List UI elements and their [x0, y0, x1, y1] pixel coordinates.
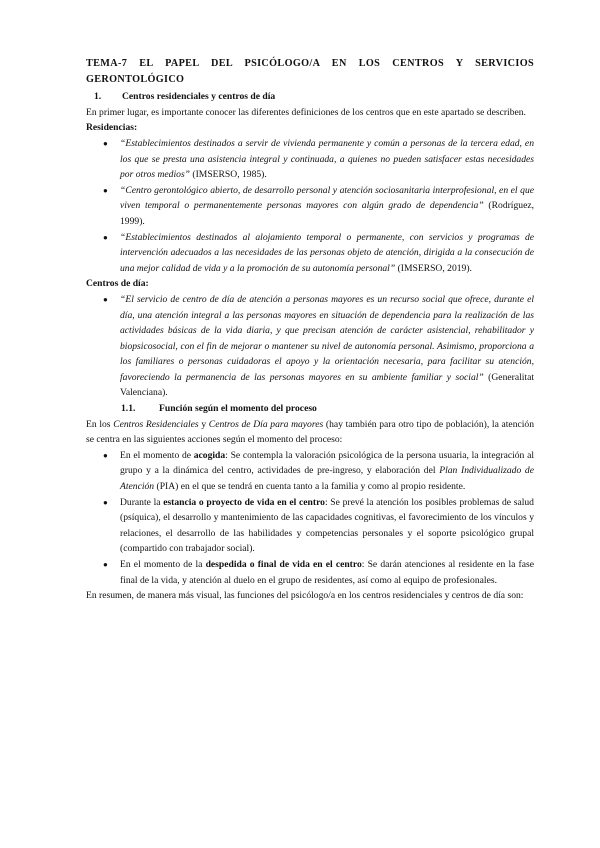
definition-quote: “El servicio de centro de día de atención a personas mayores es un recurso social que ofrece, durante el día, una atención integral a las personas mayores en situación de dependencia para la realización de las actividades básicas de la vida diaria, y que precisan atención de carácter asistencial, rehabilitador y biopsicosocial, con el fin de mejorar o mantener su nivel de autonomía personal. Asimismo, proporciona a los familiares o personas cuidadoras el apoyo y la orientación necesaria, para facilitar su atención, favoreciendo la permanencia de las personas mayores en su ambiente familiar y social” — [120, 293, 534, 383]
text-run: En el momento de la — [120, 559, 206, 570]
text-run: : Se darán atenciones al residente en la fase final de la vida, y atención al duelo en el grupo de residentes, así como al equipo de profesionales. — [120, 559, 534, 586]
conclusion-paragraph: En resumen, de manera más visual, las funciones del psicólogo/a en los centros residenciales y centros de día son: — [86, 590, 524, 602]
list-item — [86, 292, 534, 401]
bullet-icon: ● — [103, 185, 108, 195]
list-item — [86, 136, 534, 183]
document-title: TEMA-7 EL PAPEL DEL PSICÓLOGO/A EN LOS CENTROS Y SERVICIOS GERONTOLÓGICO — [86, 58, 534, 85]
bullet-icon: ● — [103, 560, 108, 569]
definition-quote: “Centro gerontológico abierto, de desarrollo personal y atención sociosanitaria interprofesional, en el que viven temporal o permanentemente personas mayores con algún grado de dependencia” — [120, 184, 534, 212]
text-run: En el momento de — [120, 449, 194, 461]
text-run: En los — [86, 418, 114, 430]
list-item — [86, 183, 534, 230]
section-title: Centros residenciales y centros de día — [122, 91, 276, 103]
list-item — [86, 557, 534, 588]
text-run: Durante la — [120, 496, 164, 508]
bullet-icon: ● — [103, 497, 108, 507]
bold-run: estancia o proyecto de vida en el centro — [163, 496, 325, 508]
centros-dia-label: Centros de día: — [86, 278, 149, 290]
emphasis-run: Centros Residenciales — [113, 418, 199, 430]
definition-quote: “Establecimientos destinados al alojamiento temporal o permanente, con servicios y programas de intervención adecuados a las necesidades de las personas objeto de atención, dirigida a la consecución de una mejor calidad de vida y a la promoción de su autonomía personal” — [120, 231, 534, 274]
text-run: : Se contempla la valoración psicológica de la persona usuaria, la integración al grupo y a la dinámica del centro, actividades de pre-ingreso, y elaboración del — [120, 449, 534, 477]
section-number: 1.1. — [121, 403, 136, 415]
section-heading-1 — [94, 89, 534, 105]
section-heading-1-1 — [121, 401, 534, 417]
bold-run: acogida — [193, 449, 226, 461]
centros-dia-list — [86, 292, 534, 401]
emphasis-run: Plan Individualizado de Atención — [120, 465, 534, 493]
bullet-icon: ● — [103, 232, 108, 242]
definition-quote: “Establecimientos destinados a servir de vivienda permanente y común a personas de la tercera edad, en los que se presta una asistencia integral y continuada, a quienes no pueden satisfacer estas necesidades por otros medios” — [120, 137, 534, 181]
text-run: : Se prevé la atención los posibles problemas de salud (psíquica), el desarrollo y mantenimiento de las capacidades cognitivas, el favorecimiento de los vínculos y relaciones, el desarrollo de las habilidades y competencias personales y el soporte psicológico grupal (compartido con trabajador social). — [120, 496, 534, 555]
process-intro-paragraph — [86, 417, 534, 448]
bullet-icon: ● — [103, 138, 108, 148]
emphasis-run: Centros de Día para mayores — [208, 418, 324, 430]
list-item — [86, 230, 534, 277]
document-body — [86, 56, 534, 604]
section-number: 1. — [94, 91, 102, 103]
bullet-icon: ● — [103, 450, 108, 460]
definition-source: (Rodríguez, 1999). — [120, 200, 534, 227]
text-run: (PIA) en el que se tendrá en cuenta tanto a la familia y como al propio residente. — [154, 481, 466, 493]
process-list — [86, 448, 534, 588]
definition-source: (IMSERSO, 2019). — [395, 262, 472, 274]
residencias-label: Residencias: — [86, 122, 138, 134]
list-item — [86, 448, 534, 495]
intro-paragraph: En primer lugar, es importante conocer las diferentes definiciones de los centros que en este apartado se describen. — [86, 106, 526, 118]
text-run: y — [198, 418, 209, 430]
residencias-list — [86, 136, 534, 276]
bullet-icon: ● — [103, 294, 108, 304]
bold-run: despedida o final de vida en el centro — [205, 559, 362, 570]
definition-source: (Generalitat Valenciana). — [120, 371, 534, 399]
list-item — [86, 495, 534, 557]
section-title: Función según el momento del proceso — [159, 403, 317, 415]
text-run: (hay también para otro tipo de población), la atención se centra en las siguientes acciones según el momento del proceso: — [86, 418, 535, 446]
definition-source: (IMSERSO, 1985). — [190, 169, 267, 181]
